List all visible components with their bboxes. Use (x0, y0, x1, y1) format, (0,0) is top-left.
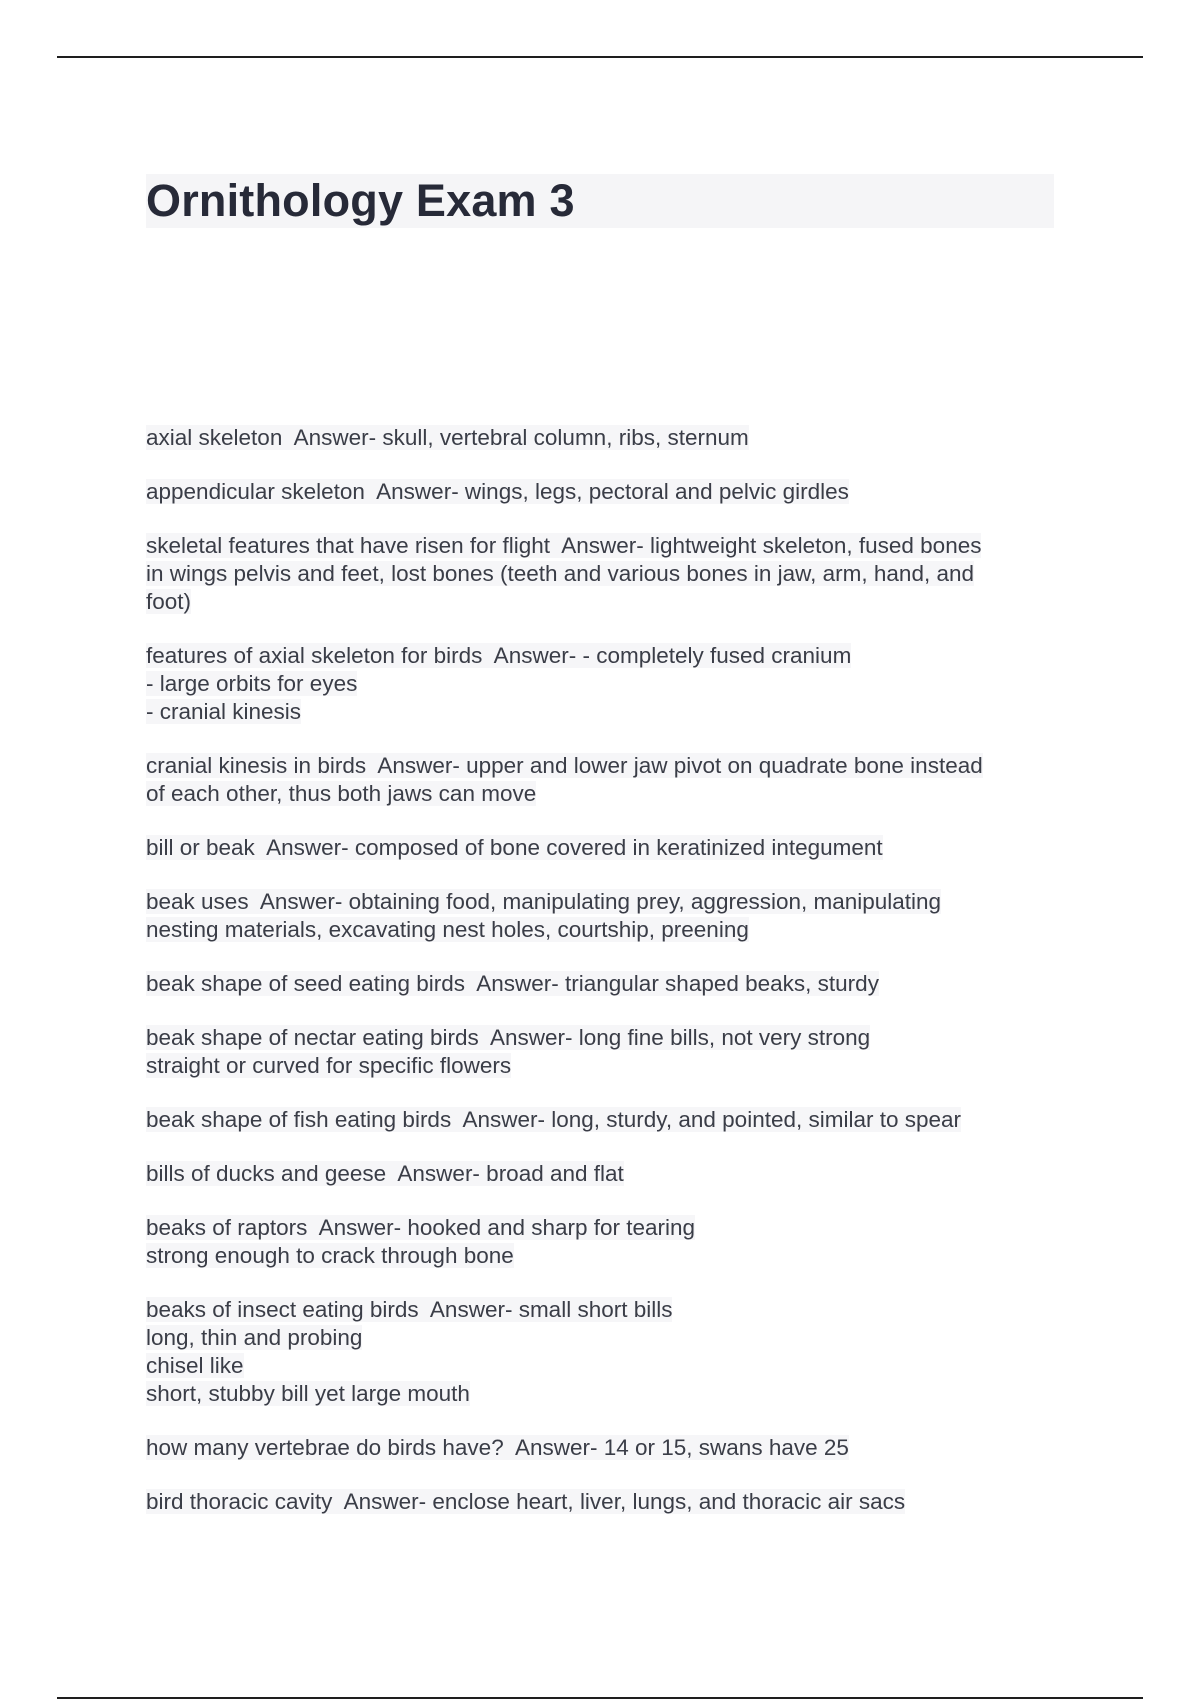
qa-line: beak shape of nectar eating birds Answer- long fine bills, not very strong (146, 1025, 871, 1050)
qa-line: beak uses Answer- obtaining food, manipulating prey, aggression, manipulating (146, 889, 942, 914)
qa-entry (146, 1106, 1066, 1134)
qa-line: how many vertebrae do birds have? Answer- 14 or 15, swans have 25 (146, 1435, 849, 1460)
qa-entry (146, 424, 1066, 452)
qa-line: nesting materials, excavating nest holes, courtship, preening (146, 917, 749, 942)
qa-line: beak shape of fish eating birds Answer- long, sturdy, and pointed, similar to spear (146, 1107, 962, 1132)
qa-line: long, thin and probing (146, 1325, 363, 1350)
qa-line: appendicular skeleton Answer- wings, legs, pectoral and pelvic girdles (146, 479, 849, 504)
qa-line: in wings pelvis and feet, lost bones (teeth and various bones in jaw, arm, hand, and (146, 561, 975, 586)
qa-entry (146, 970, 1066, 998)
qa-line: - large orbits for eyes (146, 671, 358, 696)
qa-entry (146, 532, 1066, 616)
qa-line: axial skeleton Answer- skull, vertebral column, ribs, sternum (146, 425, 749, 450)
qa-line: bills of ducks and geese Answer- broad and flat (146, 1161, 624, 1186)
qa-entry (146, 834, 1066, 862)
qa-line: chisel like (146, 1353, 244, 1378)
qa-line: cranial kinesis in birds Answer- upper and lower jaw pivot on quadrate bone instead (146, 753, 983, 778)
qa-line: straight or curved for specific flowers (146, 1053, 512, 1078)
qa-entry (146, 642, 1066, 726)
qa-line: bird thoracic cavity Answer- enclose heart, liver, lungs, and thoracic air sacs (146, 1489, 906, 1514)
top-rule (57, 56, 1143, 58)
qa-line: beaks of raptors Answer- hooked and sharp for tearing (146, 1215, 696, 1240)
qa-line: of each other, thus both jaws can move (146, 781, 537, 806)
qa-line: features of axial skeleton for birds Answer- - completely fused cranium (146, 643, 852, 668)
bottom-rule (57, 1697, 1143, 1699)
qa-line: bill or beak Answer- composed of bone covered in keratinized integument (146, 835, 883, 860)
qa-entry (146, 1488, 1066, 1516)
qa-line: foot) (146, 589, 192, 614)
qa-line: skeletal features that have risen for flight Answer- lightweight skeleton, fused bones (146, 533, 982, 558)
qa-entry (146, 1434, 1066, 1462)
qa-entry (146, 888, 1066, 944)
qa-list (146, 424, 1066, 1542)
qa-entry (146, 1024, 1066, 1080)
qa-line: strong enough to crack through bone (146, 1243, 514, 1268)
qa-entry (146, 752, 1066, 808)
qa-line: beaks of insect eating birds Answer- small short bills (146, 1297, 673, 1322)
qa-entry (146, 1160, 1066, 1188)
qa-entry (146, 478, 1066, 506)
document-title: Ornithology Exam 3 (146, 175, 575, 226)
qa-line: - cranial kinesis (146, 699, 302, 724)
qa-entry (146, 1214, 1066, 1270)
qa-line: beak shape of seed eating birds Answer- triangular shaped beaks, sturdy (146, 971, 879, 996)
qa-entry (146, 1296, 1066, 1408)
qa-line: short, stubby bill yet large mouth (146, 1381, 470, 1406)
